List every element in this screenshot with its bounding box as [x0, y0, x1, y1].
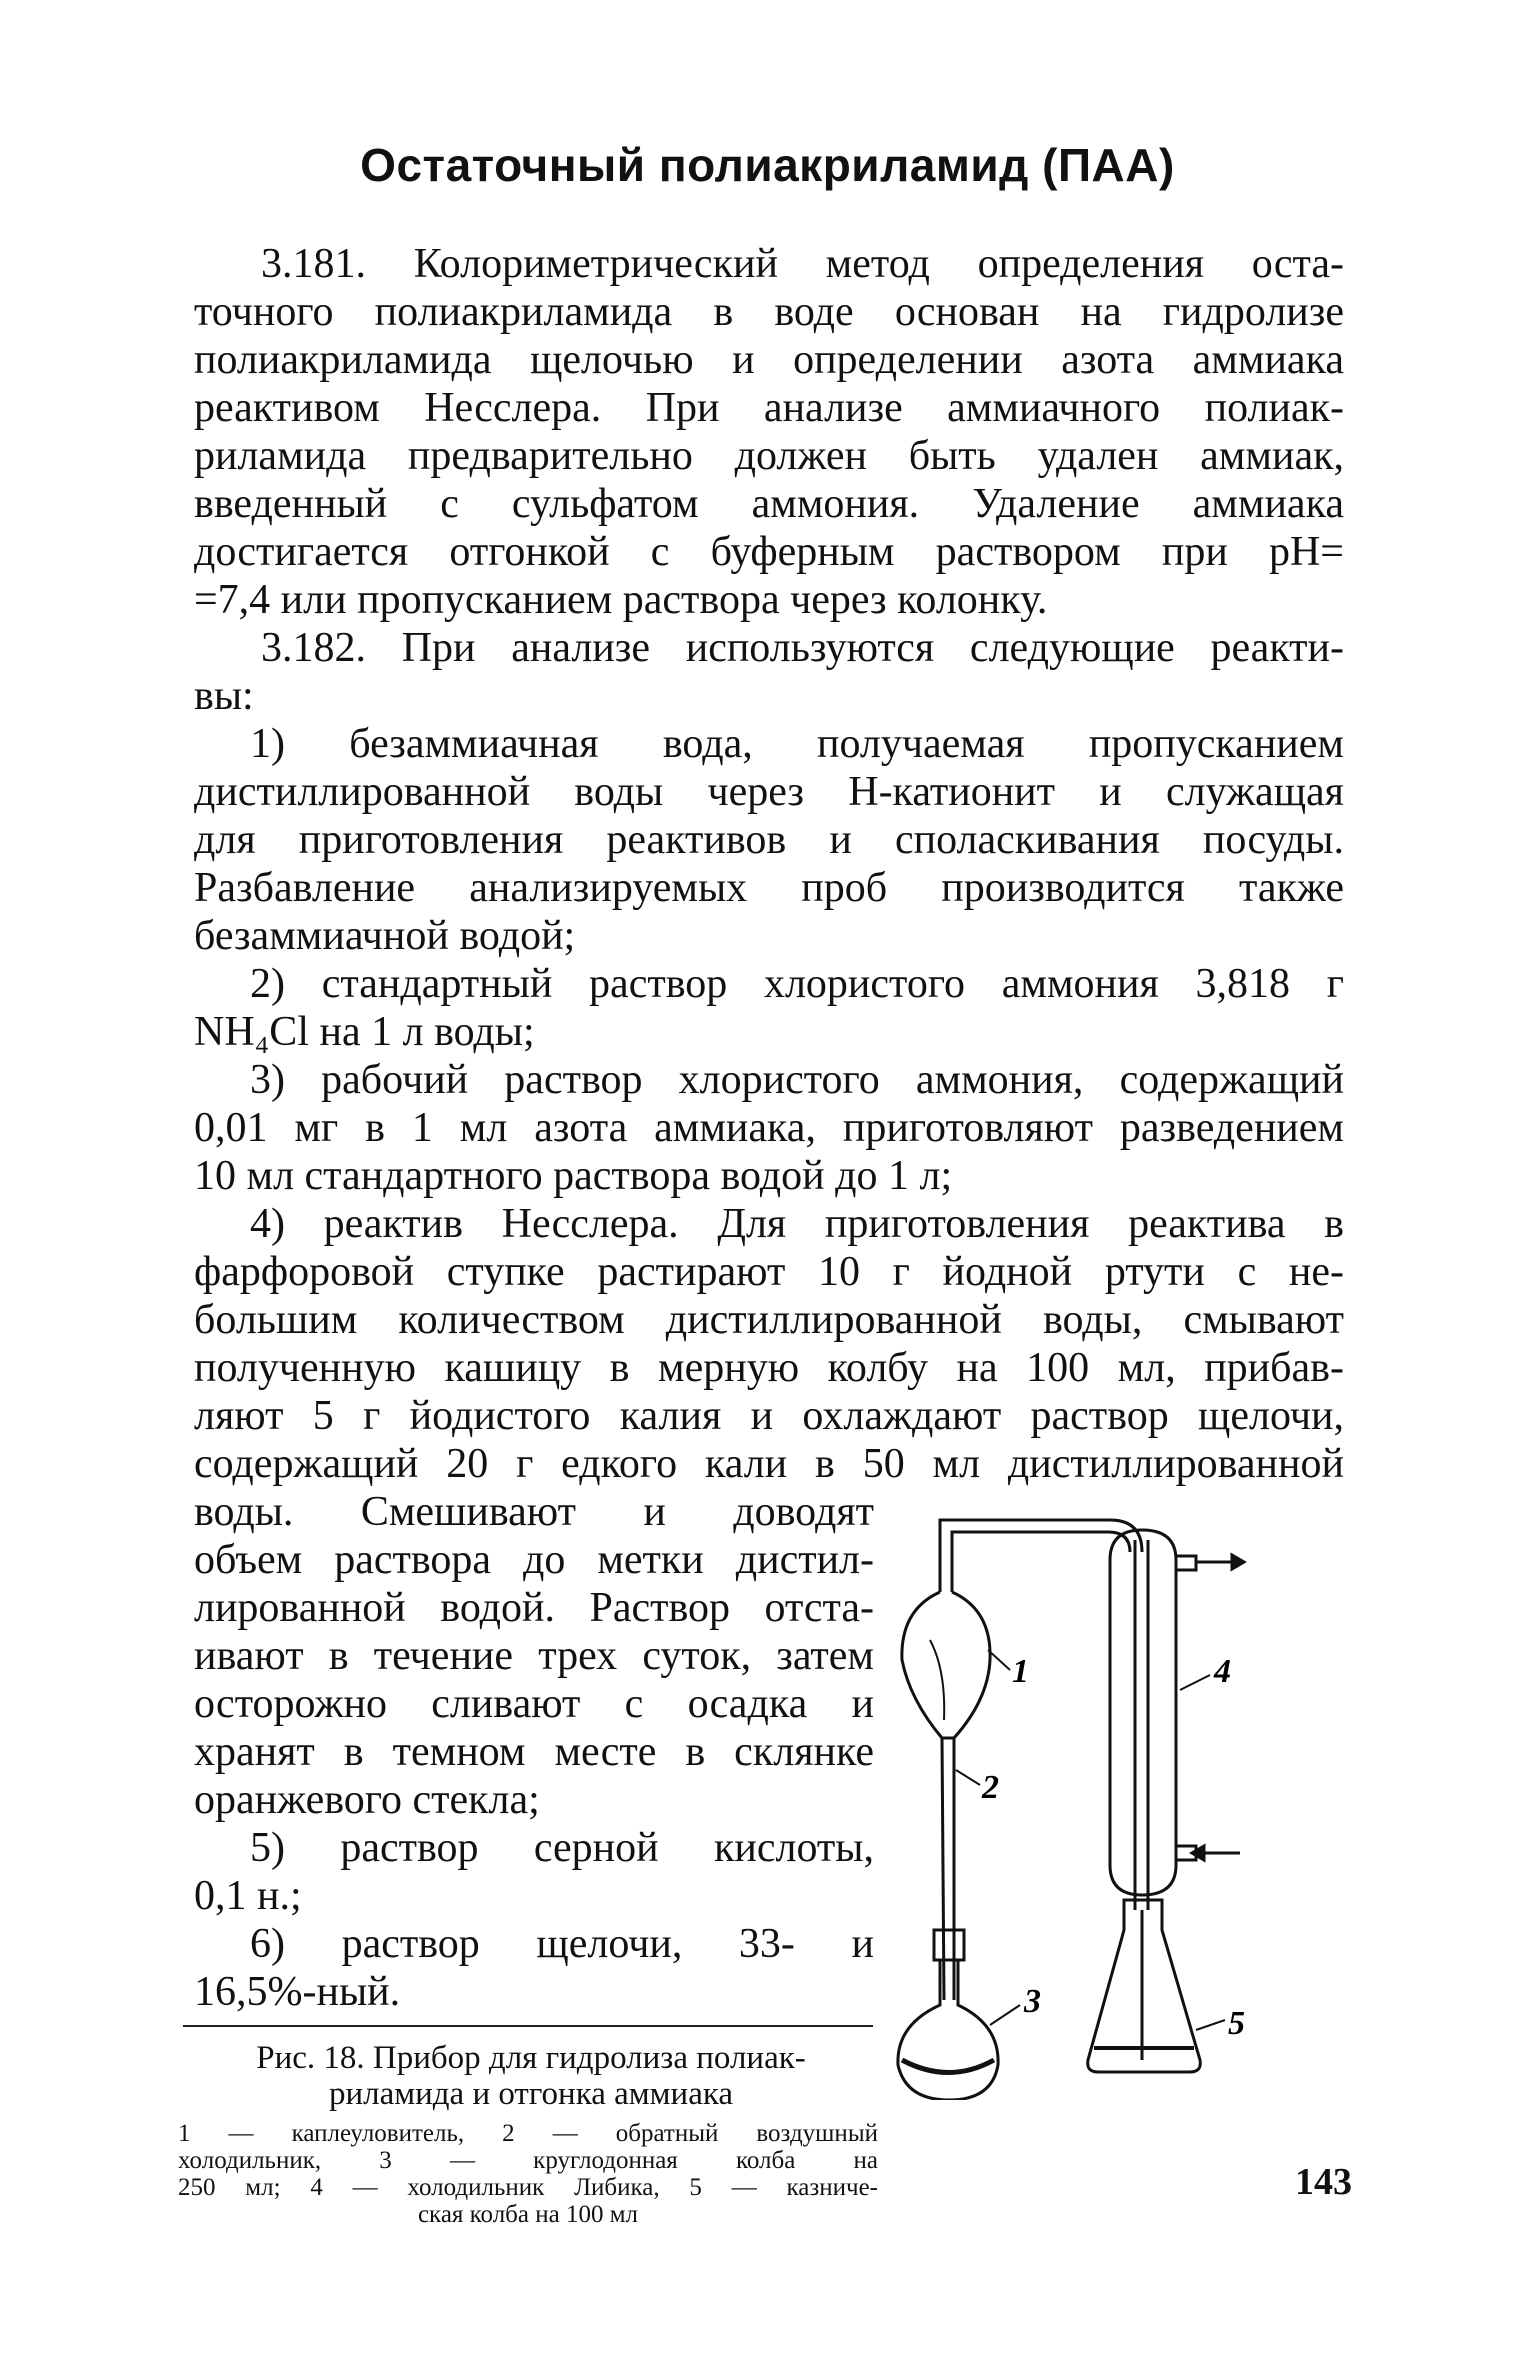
page-number: 143	[1295, 2161, 1352, 2203]
label-5: 5	[1228, 2005, 1245, 2042]
text-line: 10 мл стандартного раствора водой до 1 л;	[194, 1153, 953, 1199]
text-line: введенный с сульфатом аммония. Удаление аммиака	[194, 481, 1344, 527]
text-line: ляют 5 г йодистого калия и охлаждают раствор щелочи,	[194, 1393, 1344, 1439]
text-line: для приготовления реактивов и споласкивания посуды.	[194, 817, 1344, 863]
label-1: 1	[1012, 1653, 1029, 1690]
list-item-6: 6) раствор щелочи, 33- и	[250, 1921, 874, 1967]
text-line: фарфоровой ступке растирают 10 г йодной ртути с не-	[194, 1249, 1344, 1295]
list-item-5: 5) раствор серной кислоты,	[250, 1825, 874, 1871]
figure-caption-line-1: Рис. 18. Прибор для гидролиза полиак-	[256, 2040, 806, 2076]
apparatus-figure	[880, 1500, 1360, 2100]
round-flask-shape	[898, 1960, 998, 2100]
text-line: дистиллированной воды через Н-катионит и служащая	[194, 769, 1344, 815]
text-line: достигается отгонкой с буферным раствором при pH=	[194, 529, 1344, 575]
figure-legend-line: 1 — каплеуловитель, 2 — обратный воздушный	[178, 2120, 878, 2147]
text-line: полученную кашицу в мерную колбу на 100 мл, прибав-	[194, 1345, 1344, 1391]
label-2: 2	[982, 1769, 999, 1806]
text-line: ивают в течение трех суток, затем	[194, 1633, 874, 1679]
label-3: 3	[1024, 1983, 1041, 2020]
text-line: объем раствора до метки дистил-	[194, 1537, 874, 1583]
text-line: 0,01 мг в 1 мл азота аммиака, приготовляют разведением	[194, 1105, 1344, 1151]
text-line: точного полиакриламида в воде основан на гидролизе	[194, 289, 1344, 335]
text-line: осторожно сливают с осадка и	[194, 1681, 874, 1727]
text-line: реактивом Несслера. При анализе аммиачного полиак-	[194, 385, 1344, 431]
text-line: 16,5%-ный.	[194, 1969, 401, 2015]
text-line: лированной водой. Раствор отста-	[194, 1585, 874, 1631]
text-line: большим количеством дистиллированной воды, смывают	[194, 1297, 1344, 1343]
label-4: 4	[1214, 1653, 1231, 1690]
figure-legend-line: холодильник, 3 — круглодонная колба на	[178, 2147, 878, 2174]
text-line: содержащий 20 г едкого кали в 50 мл дистиллированной	[194, 1441, 1344, 1487]
text-line: =7,4 или пропусканием раствора через колонку.	[194, 577, 1048, 623]
text-line: Разбавление анализируемых проб производится также	[194, 865, 1344, 911]
text-line: вы:	[194, 673, 254, 719]
list-item-4: 4) реактив Несслера. Для приготовления реактива в	[250, 1201, 1344, 1247]
text-line: безаммиачной водой;	[194, 913, 576, 959]
text-line: риламида предварительно должен быть удален аммиак,	[194, 433, 1344, 479]
paragraph-3-182-line-1: 3.182. При анализе используются следующие реакти-	[261, 625, 1344, 671]
text-line: NH₄Cl на 1 л воды;	[194, 1009, 535, 1055]
list-item-3: 3) рабочий раствор хлористого аммония, содержащий	[250, 1057, 1344, 1103]
text-line: полиакриламида щелочью и определении азота аммиака	[194, 337, 1344, 383]
text-line: 0,1 н.;	[194, 1873, 302, 1919]
liebig-condenser-shape	[1110, 1530, 1176, 1895]
section-title: Остаточный полиакриламид (ПАА)	[360, 139, 1175, 191]
text-line: воды. Смешивают и доводят	[194, 1489, 874, 1535]
paragraph-3-181-line-1: 3.181. Колориметрический метод определения оста-	[261, 241, 1344, 287]
list-item-2: 2) стандартный раствор хлористого аммония 3,818 г	[250, 961, 1344, 1007]
text-line: хранят в темном месте в склянке	[194, 1729, 874, 1775]
figure-legend-line: ская колба на 100 мл	[417, 2201, 639, 2228]
list-item-1: 1) безаммиачная вода, получаемая пропусканием	[250, 721, 1344, 767]
text-line: оранжевого стекла;	[194, 1777, 540, 1823]
drop-catcher-shape	[902, 1592, 990, 1738]
figure-caption-line-2: риламида и отгонка аммиака	[328, 2076, 734, 2112]
figure-legend-line: 250 мл; 4 — холодильник Либика, 5 — казниче-	[178, 2174, 878, 2201]
caption-divider	[183, 2025, 873, 2027]
